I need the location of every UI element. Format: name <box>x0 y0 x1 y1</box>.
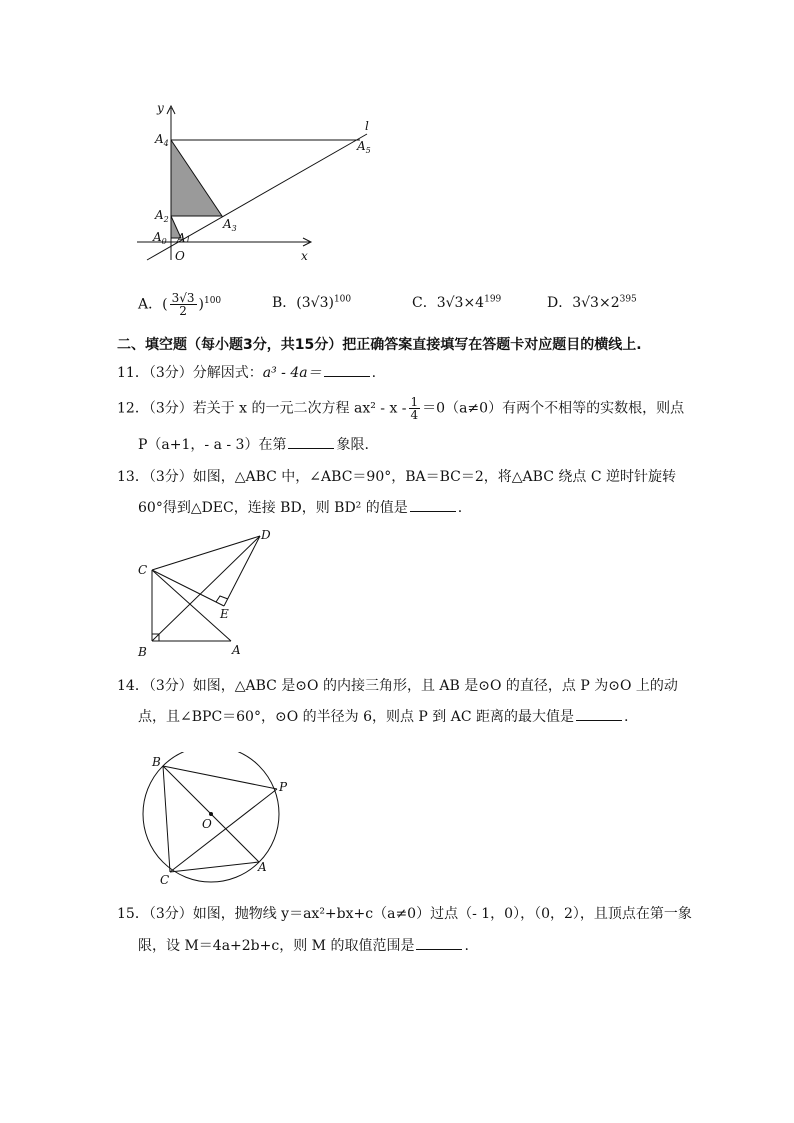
question-14-line2: 点，且∠BPC＝60°，⊙O 的半径为 6，则点 P 到 AC 距离的最大值是 . <box>138 709 629 725</box>
segment-ce <box>152 570 224 606</box>
label-a: A <box>258 860 267 874</box>
question-15-line2: 限，设 M＝4a+2b+c，则 M 的取值范围是 . <box>138 938 469 954</box>
answer-blank-15[interactable] <box>416 937 462 950</box>
label-b: B <box>138 645 147 659</box>
label-e: E <box>220 607 229 621</box>
label-y: y <box>157 101 164 115</box>
answer-blank-14[interactable] <box>576 708 622 721</box>
label-a3: $A_3$ <box>223 217 237 233</box>
label-x: x <box>301 249 308 263</box>
answer-blank-13[interactable] <box>410 499 456 512</box>
label-l: l <box>365 119 369 133</box>
answer-blank-11[interactable] <box>324 364 370 377</box>
label-c: C <box>160 873 170 887</box>
segment-bc <box>163 766 170 872</box>
question-11: 11．（3分）分解因式：a³ - 4a＝ . <box>117 365 377 381</box>
figure-inscribed-triangle <box>138 752 298 887</box>
label-a0: $A_0$ <box>153 230 167 246</box>
question-14-line1: 14．（3分）如图，△ABC 是⊙O 的内接三角形，且 AB 是⊙O 的直径，点 P 为⊙O 上的动 <box>117 678 678 694</box>
label-a4: $A_4$ <box>155 132 169 148</box>
segment-ca <box>170 862 259 872</box>
label-c: C <box>138 563 148 577</box>
segment-ca <box>152 570 231 641</box>
option-a: A．( $\frac{3√3}{2}$ )$^{100}$ <box>138 291 222 318</box>
label-a: A <box>232 643 241 657</box>
option-c: C．$3√3\times 4^{199}$ <box>412 294 502 311</box>
segment-bp <box>163 766 277 789</box>
label-a1: A1 <box>177 231 191 245</box>
shaded-triangle-a2a3a4 <box>171 140 222 216</box>
option-d: D．$3√3\times 2^{395}$ <box>547 294 637 311</box>
segment-de <box>224 536 260 606</box>
label-p: P <box>279 780 288 794</box>
center-point-o <box>209 812 213 816</box>
question-12-line1: 12．（3分）若关于 x 的一元二次方程 ax² - x - $\frac{1}{4}$ ＝0（a≠0）有两个不相等的实数根，则点 <box>117 395 685 422</box>
question-13-line2: 60°得到△DEC，连接 BD，则 BD² 的值是 . <box>138 500 463 516</box>
question-13-line1: 13．（3分）如图，△ABC 中，∠ABC＝90°，BA＝BC＝2，将△ABC 绕点 C 逆时针旋转 <box>117 469 676 485</box>
question-12-line2: P（a+1，- a - 3）在第 象限. <box>138 437 369 453</box>
option-b: B．$(3√3)^{100}$ <box>272 294 352 311</box>
label-a2: $A_2$ <box>155 208 169 224</box>
label-d: D <box>261 528 271 542</box>
segment-bd <box>152 536 260 641</box>
segment-cd <box>152 536 260 570</box>
question-15-line1: 15．（3分）如图，抛物线 y＝ax²+bx+c（a≠0）过点（- 1，0），（0，2），且顶点在第一象 <box>117 906 692 922</box>
figure-coordinate-triangles <box>135 100 385 270</box>
figure-rotated-triangle <box>132 526 282 661</box>
label-origin: O <box>175 249 185 263</box>
answer-blank-12[interactable] <box>288 436 334 449</box>
section-title: 二、填空题（每小题3分，共15分）把正确答案直接填写在答题卡对应题目的横线上. <box>117 337 642 353</box>
label-o: O <box>202 817 212 831</box>
label-b: B <box>152 755 161 769</box>
label-a5: $A_5$ <box>357 139 371 155</box>
